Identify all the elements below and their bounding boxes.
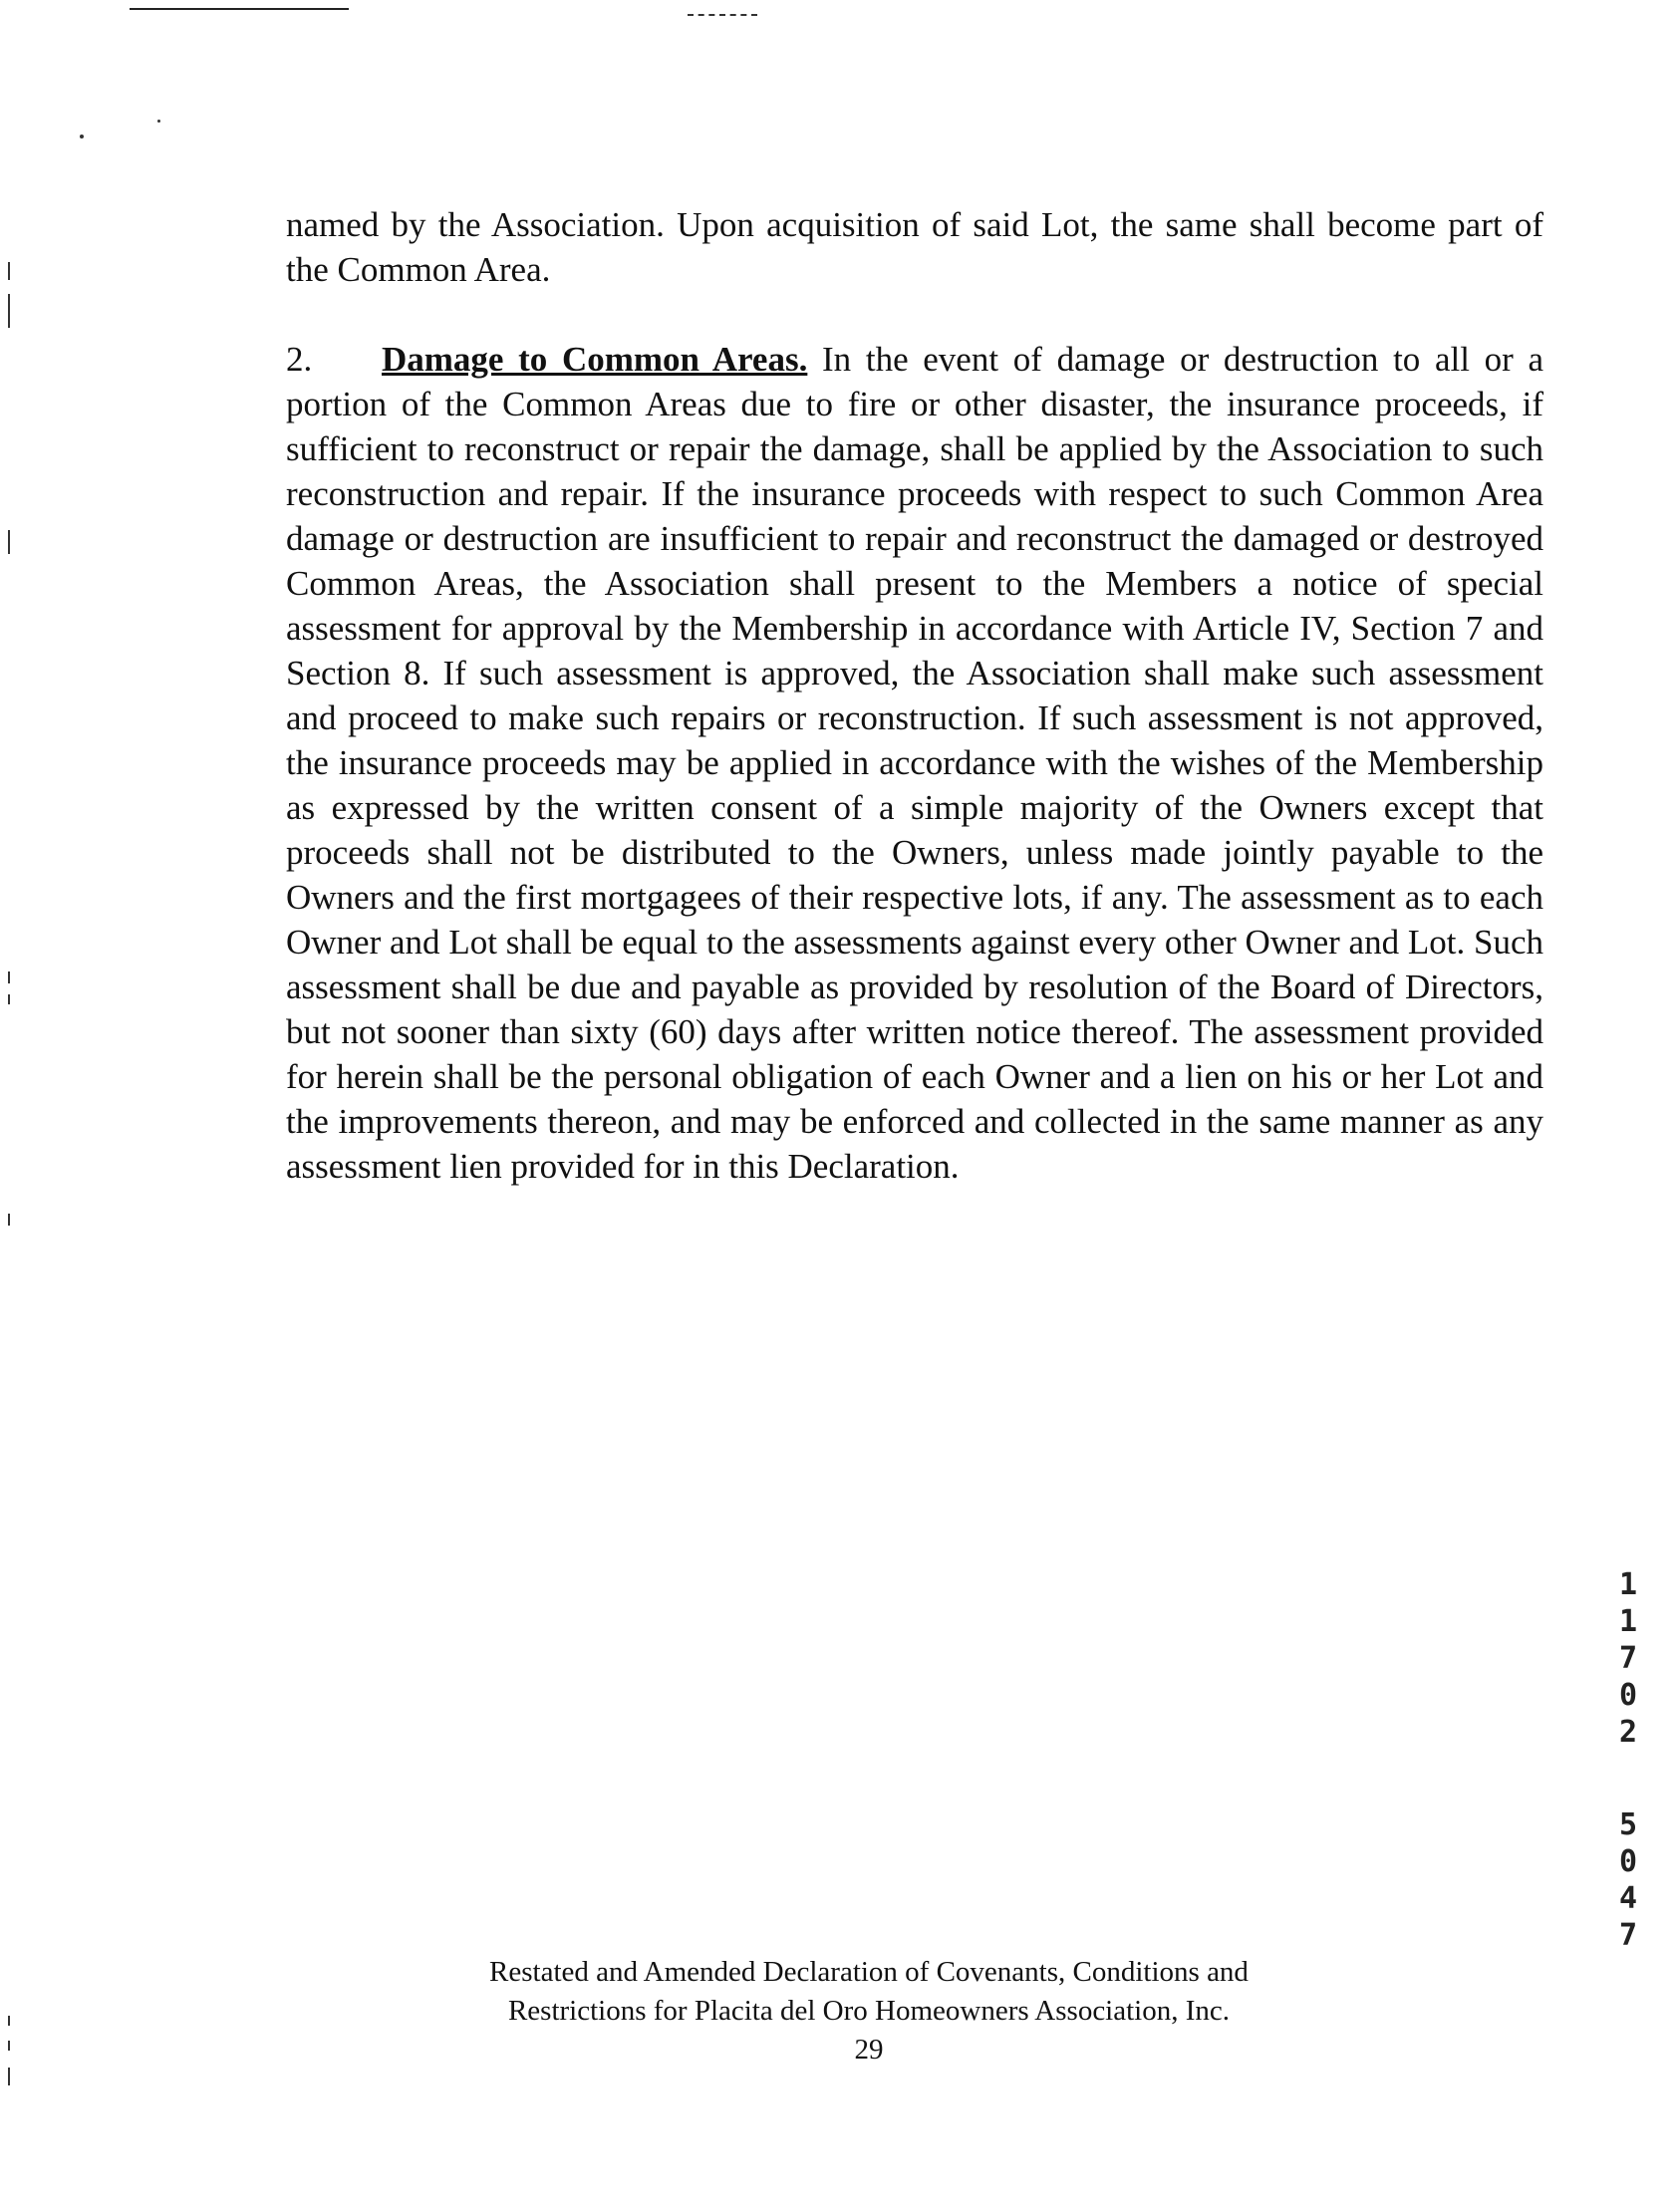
scan-speck [80, 135, 84, 138]
stamp-digit: 1 [1618, 1567, 1638, 1602]
document-body [286, 202, 1543, 1189]
page-footer [0, 1953, 1678, 2070]
margin-mark [8, 1214, 10, 1226]
page-number: 29 [854, 2034, 884, 2066]
scan-edge-dash [688, 14, 757, 17]
footer-line-1: Restated and Amended Declaration of Covenants, Conditions and [489, 1956, 1249, 1988]
margin-mark [8, 294, 10, 328]
margin-mark [8, 530, 10, 554]
section-paragraph [286, 337, 1543, 1189]
stamp-digit: 5 [1618, 1807, 1638, 1842]
margin-mark [8, 262, 10, 280]
recording-stamp [1608, 1566, 1648, 1954]
footer-line-2: Restrictions for Placita del Oro Homeowners Association, Inc. [507, 1995, 1231, 2027]
margin-mark [8, 2068, 10, 2085]
stamp-digit: 7 [1618, 1641, 1638, 1676]
stamp-digit: 1 [1618, 1604, 1638, 1639]
stamp-gap [1608, 1751, 1648, 1806]
stamp-digit: 2 [1618, 1715, 1638, 1750]
section-heading: Damage to Common Areas. [382, 340, 808, 379]
margin-mark [8, 994, 10, 1004]
stamp-digit: 7 [1618, 1918, 1638, 1953]
section-number: 2. [286, 340, 313, 379]
scan-speck [157, 120, 160, 123]
margin-mark [8, 971, 10, 983]
stamp-digit: 0 [1618, 1678, 1638, 1713]
section-body: In the event of damage or destruction to all or a portion of the Common Areas due to fire or other disaster, the insurance proceeds, if sufficient to reconstruct or repair the damage, shall be applied by the Association to such reconstruction and repair. If the insurance proceeds with respect to such Common Area damage or destruction are insufficient to repair and reconstruct the damaged or destroyed Common Areas, the Association shall present to the Members a notice of special assessment for approval by the Membership in accordance with Article IV, Section 7 and Section 8. If such assessment is approved, the Association shall make such assessment and proceed to make such repairs or reconstruction. If such assessment is not approved, the insurance proceeds may be applied in accordance with the wishes of the Membership as expressed by the written consent of a simple majority of the Owners except that proceeds shall not be distributed to the Owners, unless made jointly payable to the Owners and the first mortgagees of their respective lots, if any. The assessment as to each Owner and Lot shall be equal to the assessments against every other Owner and Lot. Such assessment shall be due and payable as provided by resolution of the Board of Directors, but not sooner than sixty (60) days after written notice thereof. The assessment provided for herein shall be the personal obligation of each Owner and a lien on his or her Lot and the improvements thereon, and may be enforced and collected in the same manner as any assessment lien provided for in this Declaration. [286, 340, 1543, 1186]
stamp-digit: 4 [1618, 1881, 1638, 1916]
continued-paragraph: named by the Association. Upon acquisition of said Lot, the same shall become part of the Common Area. [286, 205, 1543, 289]
stamp-digit: 0 [1618, 1844, 1638, 1879]
scan-edge-line [130, 8, 349, 10]
